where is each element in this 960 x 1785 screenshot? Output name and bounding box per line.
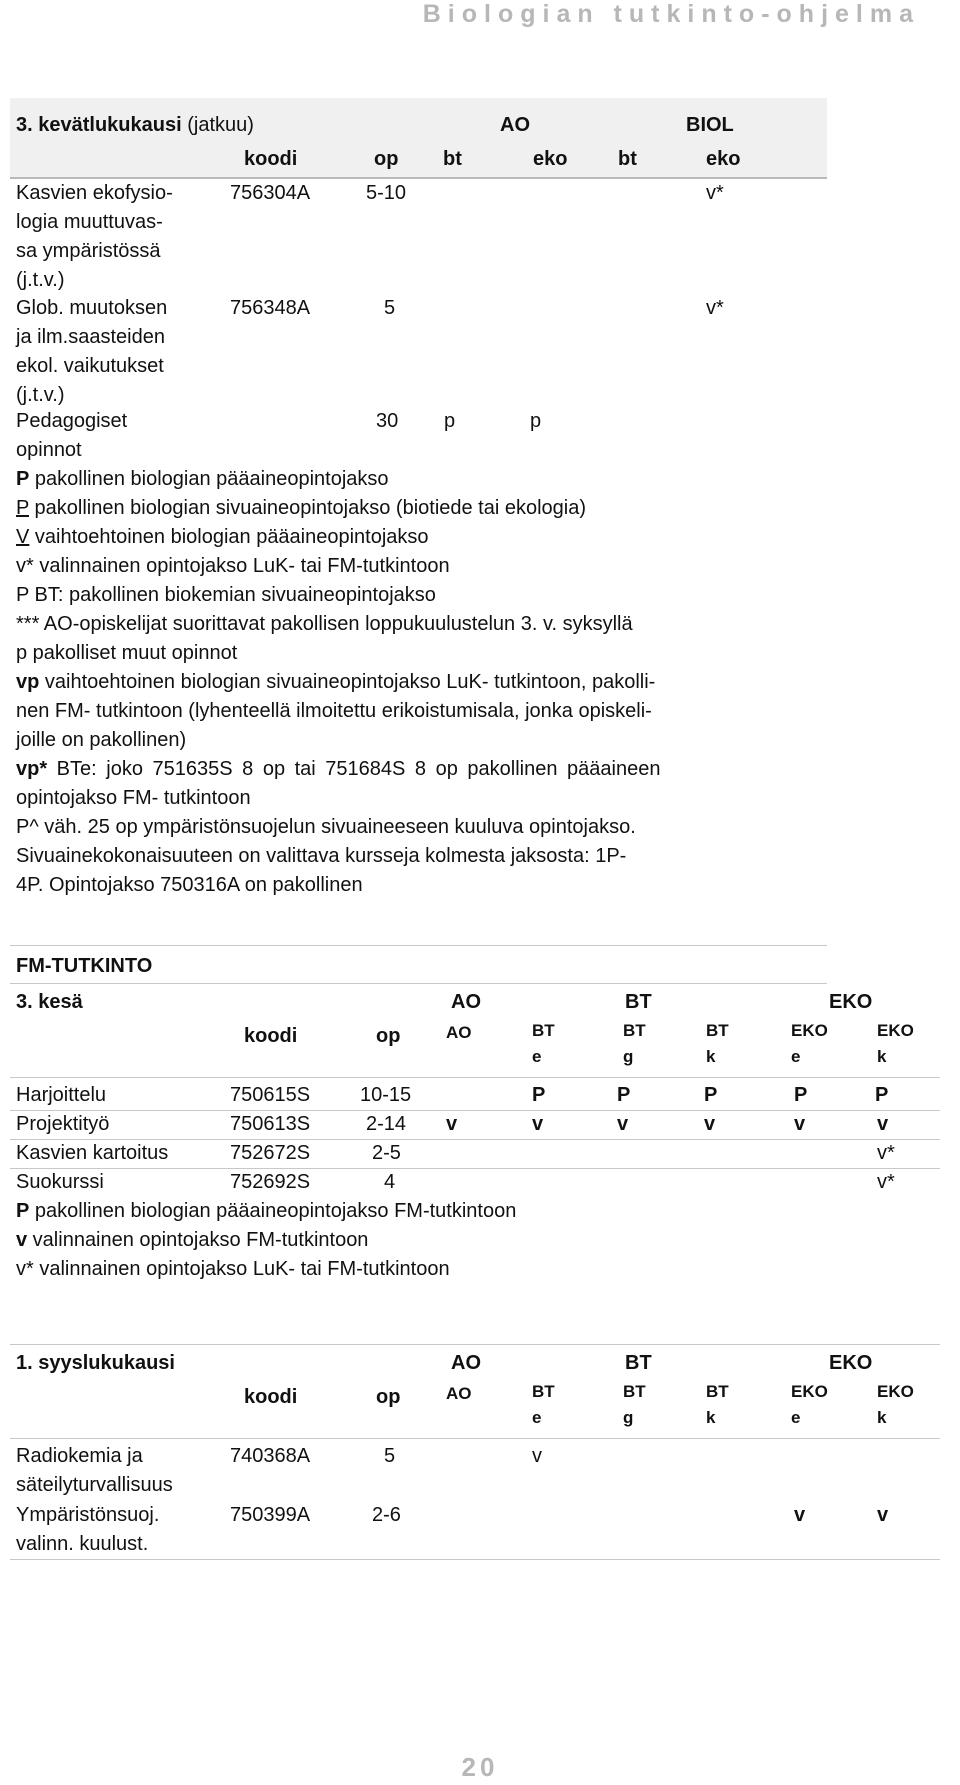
column-header-ao: AO <box>446 1023 472 1042</box>
header-divider <box>10 1438 940 1439</box>
course-name: Kasvien ekofysio- logia muuttuvas- sa ympäristössä (j.t.v.) <box>16 182 173 291</box>
group-header-eko: EKO <box>829 991 873 1013</box>
column-header-ao-bt: bt <box>443 148 462 170</box>
title-divider <box>10 983 827 984</box>
column-header-bt-e: BT e <box>532 1021 555 1066</box>
course-code: 756348A <box>230 297 311 319</box>
course-code: 750399A <box>230 1504 311 1526</box>
course-credits: 4 <box>384 1171 396 1193</box>
course-name: Harjoittelu <box>16 1084 107 1106</box>
legend-line: P BT: pakollinen biokemian sivuaineopintojakso <box>16 584 436 606</box>
column-header-ao-eko: eko <box>533 148 568 170</box>
column-header-koodi: koodi <box>244 148 298 170</box>
column-header-koodi: koodi <box>244 1386 298 1408</box>
group-header-ao: AO <box>500 114 530 136</box>
course-name: Radiokemia ja säteilyturvallisuus <box>16 1445 173 1496</box>
section-title <box>16 111 254 140</box>
group-header-ao: AO <box>451 991 481 1013</box>
group-header-ao: AO <box>451 1352 481 1374</box>
column-header-bt-g: BT g <box>623 1382 646 1427</box>
mark-bt-g: v <box>617 1113 629 1135</box>
course-name: Ympäristönsuoj. valinn. kuulust. <box>16 1504 160 1555</box>
mark-biol-eko: v* <box>706 182 724 204</box>
header-divider <box>10 1077 940 1078</box>
legend-line: V vaihtoehtoinen biologian pääaineopintojakso <box>16 526 429 548</box>
course-credits: 5-10 <box>366 182 407 204</box>
running-title: Biologian tutkinto-ohjelma <box>422 0 920 28</box>
course-code: 750613S <box>230 1113 311 1135</box>
term-title: 3. kesä <box>16 991 83 1013</box>
course-code: 752692S <box>230 1171 311 1193</box>
course-credits: 2-5 <box>372 1142 401 1164</box>
legend-line: v* valinnainen opintojakso LuK- tai FM-tutkintoon <box>16 555 450 577</box>
column-header-eko-e: EKO e <box>791 1021 828 1066</box>
course-credits: 30 <box>376 410 399 432</box>
legend-line: nen FM- tutkintoon (lyhenteellä ilmoitettu erikoistumisala, jonka opiskeli- <box>16 700 652 722</box>
column-header-ao: AO <box>446 1384 472 1403</box>
mark-ao-eko: p <box>530 410 542 432</box>
row-divider <box>10 1168 940 1169</box>
legend-line: P pakollinen biologian pääaineopintojakso FM-tutkintoon <box>16 1200 517 1222</box>
legend-line: vp vaihtoehtoinen biologian sivuaineopintojakso LuK- tutkintoon, pakolli- <box>16 671 656 693</box>
course-code: 740368A <box>230 1445 311 1467</box>
legend-line: *** AO-opiskelijat suorittavat pakollisen loppukuulustelun 3. v. syksyllä <box>16 613 633 635</box>
course-credits: 5 <box>384 1445 396 1467</box>
course-credits: 2-14 <box>366 1113 407 1135</box>
mark-eko-k: v* <box>877 1142 895 1164</box>
legend-line: v valinnainen opintojakso FM-tutkintoon <box>16 1229 369 1251</box>
legend-line: opintojakso FM- tutkintoon <box>16 787 251 809</box>
top-divider <box>10 1344 940 1345</box>
term-title-suffix: (jatkuu) <box>187 114 254 136</box>
legend-line: P pakollinen biologian pääaineopintojakso <box>16 468 389 490</box>
legend-notes <box>16 1197 806 1284</box>
legend-line: 4P. Opintojakso 750316A on pakollinen <box>16 874 363 896</box>
bottom-divider <box>10 1559 940 1560</box>
column-header-bt-k: BT k <box>706 1021 729 1066</box>
mark-bt-k: P <box>704 1084 718 1106</box>
course-code: 756304A <box>230 182 311 204</box>
course-name: Kasvien kartoitus <box>16 1142 169 1164</box>
page-number: 20 <box>461 1752 499 1782</box>
column-header-op: op <box>374 148 399 170</box>
term-title: 1. syyslukukausi <box>16 1352 175 1374</box>
mark-bt-k: v <box>704 1113 716 1135</box>
mark-bt-g: P <box>617 1084 631 1106</box>
column-header-bt-g: BT g <box>623 1021 646 1066</box>
mark-bt-e: P <box>532 1084 546 1106</box>
legend-line: P^ väh. 25 op ympäristönsuojelun sivuaineeseen kuuluva opintojakso. <box>16 816 636 838</box>
course-name: Projektityö <box>16 1113 110 1135</box>
column-header-biol-eko: eko <box>706 148 741 170</box>
legend-line: P pakollinen biologian sivuaineopintojakso (biotiede tai ekologia) <box>16 497 587 519</box>
column-header-eko-e: EKO e <box>791 1382 828 1427</box>
mark-eko-k: P <box>875 1084 889 1106</box>
mark-ao-bt: p <box>444 410 456 432</box>
group-header-bt: BT <box>625 991 652 1013</box>
legend-line: v* valinnainen opintojakso LuK- tai FM-tutkintoon <box>16 1258 450 1280</box>
group-header-biol: BIOL <box>686 114 734 136</box>
mark-ao: v <box>446 1113 458 1135</box>
legend-notes <box>16 465 806 900</box>
legend-line: vp* BTe: joko 751635S 8 op tai 751684S 8 op pakollinen pääaineen <box>16 758 661 780</box>
degree-title: FM-TUTKINTO <box>16 955 153 977</box>
mark-biol-eko: v* <box>706 297 724 319</box>
legend-line: Sivuainekokonaisuuteen on valittava kursseja kolmesta jaksosta: 1P- <box>16 845 627 867</box>
column-header-koodi: koodi <box>244 1025 298 1047</box>
course-credits: 2-6 <box>372 1504 401 1526</box>
course-name: Glob. muutoksen ja ilm.saasteiden ekol. vaikutukset (j.t.v.) <box>16 297 168 406</box>
column-header-eko-k: EKO k <box>877 1021 914 1066</box>
column-header-biol-bt: bt <box>618 148 637 170</box>
column-header-bt-k: BT k <box>706 1382 729 1427</box>
mark-eko-e: P <box>794 1084 808 1106</box>
mark-eko-k: v* <box>877 1171 895 1193</box>
mark-bt-e: v <box>532 1113 544 1135</box>
column-header-op: op <box>376 1386 401 1408</box>
term-title: 3. kevätlukukausi <box>16 114 182 136</box>
course-name: Suokurssi <box>16 1171 104 1193</box>
group-header-eko: EKO <box>829 1352 873 1374</box>
mark-eko-e: v <box>794 1113 806 1135</box>
course-name: Pedagogiset opinnot <box>16 410 128 461</box>
column-header-op: op <box>376 1025 401 1047</box>
top-divider <box>10 945 827 946</box>
column-header-bt-e: BT e <box>532 1382 555 1427</box>
legend-line: joille on pakollinen) <box>16 729 187 751</box>
column-header-eko-k: EKO k <box>877 1382 914 1427</box>
mark-eko-k: v <box>877 1113 889 1135</box>
mark-eko-k: v <box>877 1504 889 1526</box>
group-header-bt: BT <box>625 1352 652 1374</box>
mark-bt-e: v <box>532 1445 542 1467</box>
course-code: 750615S <box>230 1084 311 1106</box>
mark-eko-e: v <box>794 1504 806 1526</box>
course-credits: 5 <box>384 297 396 319</box>
legend-line: p pakolliset muut opinnot <box>16 642 238 664</box>
course-credits: 10-15 <box>360 1084 412 1106</box>
course-code: 752672S <box>230 1142 311 1164</box>
